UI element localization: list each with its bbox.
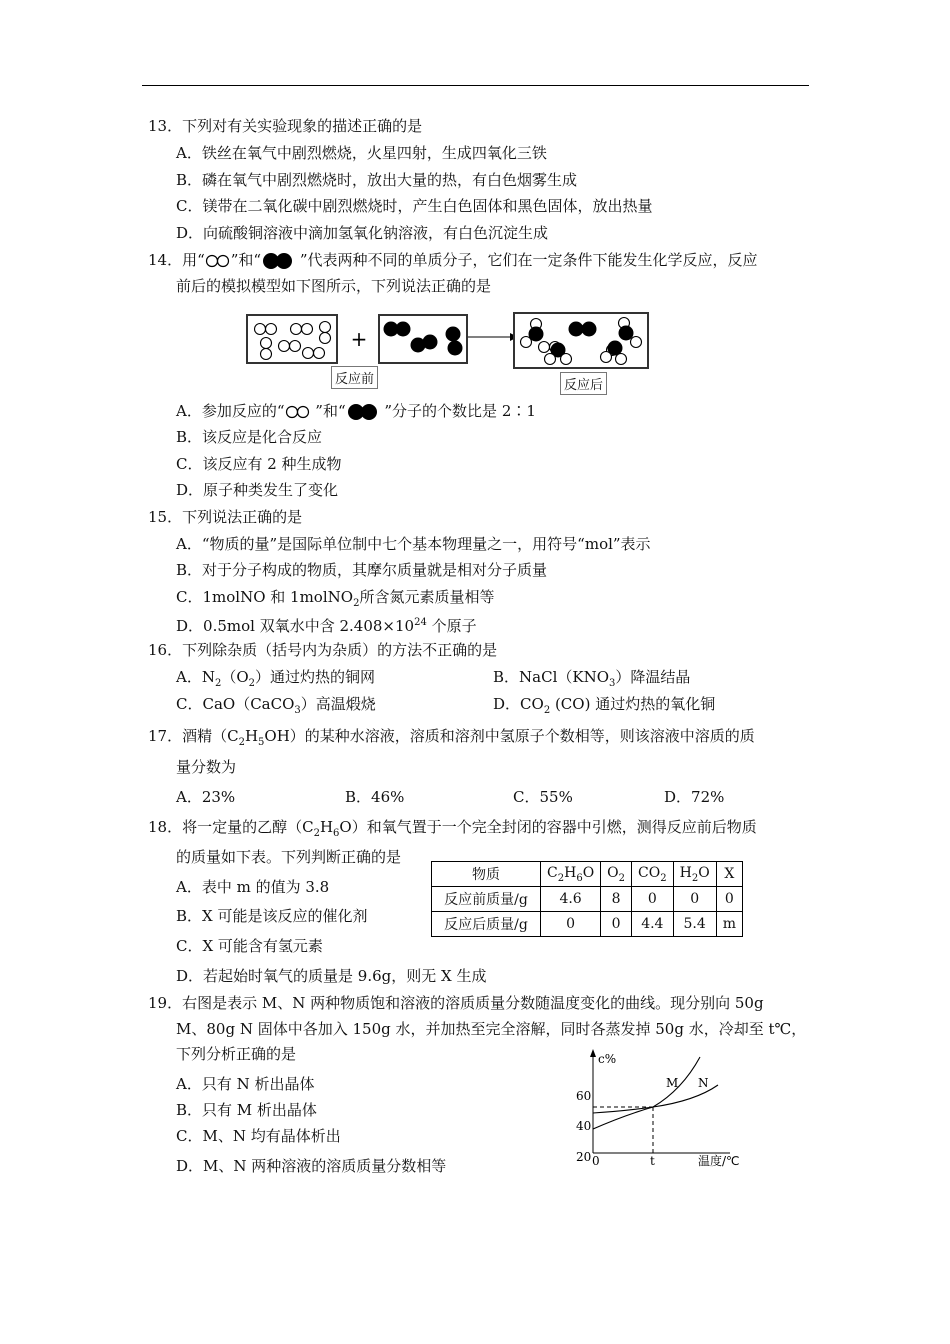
q17-option-a: A．23% xyxy=(176,788,236,806)
y-axis-arrow xyxy=(590,1049,596,1057)
reaction-model-diagram xyxy=(246,312,652,374)
y-tick-label: 40 xyxy=(576,1119,592,1133)
q16-option-b: B．$NaCl(KNO_3)$降温结晶 xyxy=(493,668,691,689)
q13-option-b: B．磷在氧气中剧烈燃烧时，放出大量的热，有白色烟雾生成 xyxy=(176,171,578,189)
q18-option-b: B．X 可能是该反应的催化剂 xyxy=(176,907,368,925)
q19-option-b: B．只有 M 析出晶体 xyxy=(176,1101,317,1119)
q13-option-a: A．铁丝在氧气中剧烈燃烧，火星四射，生成四氧化三铁 xyxy=(176,144,547,162)
q14-option-a: A．参加反应的“ ”和“ ”分子的个数比是 2∶1 xyxy=(176,402,536,420)
q19-stem-line3: 下列分析正确的是 xyxy=(176,1045,297,1063)
q19-option-c: C．M、N 均有晶体析出 xyxy=(176,1127,341,1145)
q15-option-a: A．“物质的量”是国际单位制中七个基本物理量之一，用符号“mol”表示 xyxy=(176,535,651,553)
q14-stem: 14．用“ ”和“ ”代表两种不同的单质分子，它们在一定条件下能发生化学反应，反应 xyxy=(148,251,758,269)
solubility-chart xyxy=(570,1045,755,1175)
q13-option-d: D．向硫酸铜溶液中滴加氢氧化钠溶液，有白色沉淀生成 xyxy=(176,224,549,242)
y-tick-label: 60 xyxy=(576,1089,592,1103)
q18-option-c: C．X 可能含有氢元素 xyxy=(176,937,323,955)
header-rule xyxy=(142,85,809,86)
series-M-curve xyxy=(593,1057,700,1129)
q17-option-d: D．72% xyxy=(664,788,725,806)
q16-stem: 16．下列除杂质（括号内为杂质）的方法不正确的是 xyxy=(148,641,498,659)
label-after-reaction: 反应后 xyxy=(560,372,607,395)
white-molecule-icon xyxy=(205,254,231,268)
q19-option-d: D．M、N 两种溶液的溶质质量分数相等 xyxy=(176,1157,447,1175)
series-N-label: N xyxy=(698,1076,709,1090)
q14-option-b: B．该反应是化合反应 xyxy=(176,428,323,446)
q18-option-a: A．表中 m 的值为 3.8 xyxy=(176,878,330,896)
table-row: 反应后质量/g 0 0 4.4 5.4 m xyxy=(432,912,743,937)
q14-stem-line2: 前后的模拟模型如下图所示，下列说法正确的是 xyxy=(176,277,492,295)
q17-option-c: C．55% xyxy=(513,788,573,806)
q19-option-a: A．只有 N 析出晶体 xyxy=(176,1075,315,1093)
q18-mass-table xyxy=(431,861,743,937)
q15-option-c: C．1molNO 和 1molNO$_2$所含氮元素质量相等 xyxy=(176,588,495,609)
q14-option-d: D．原子种类发生了变化 xyxy=(176,481,339,499)
q15-stem: 15．下列说法正确的是 xyxy=(148,508,303,526)
white-molecule-icon xyxy=(285,405,311,419)
black-molecule-icon xyxy=(261,251,295,271)
y-tick-label: 20 xyxy=(576,1150,592,1164)
q13-stem: 13．下列对有关实验现象的描述正确的是 xyxy=(148,117,423,135)
q18-stem: 18．将一定量的乙醇$(C_2H_6O)$和氧气置于一个完全封闭的容器中引燃，测得反应前后物质 xyxy=(148,818,757,839)
q15-option-d: D．0.5mol 双氧水中含 $2.408\times 10^{24}$ 个原子 xyxy=(176,617,477,635)
q15-option-b: B．对于分子构成的物质，其摩尔质量就是相对分子质量 xyxy=(176,561,548,579)
q17-stem: 17．酒精$(C_2H_5OH)$的某种水溶液，溶质和溶剂中氢原子个数相等，则该溶液中溶质的质 xyxy=(148,727,755,748)
q17-stem-line2: 量分数为 xyxy=(176,758,237,776)
q17-option-b: B．46% xyxy=(345,788,405,806)
q16-option-d: D．$CO_2$ (CO) 通过灼热的氧化铜 xyxy=(493,695,716,716)
x-axis-label: 温度/℃ xyxy=(698,1154,740,1168)
q18-option-d: D．若起始时氧气的质量是 9.6g，则无 X 生成 xyxy=(176,967,487,985)
black-molecule-icon xyxy=(346,402,380,422)
q13-option-c: C．镁带在二氧化碳中剧烈燃烧时，产生白色固体和黑色固体，放出热量 xyxy=(176,197,653,215)
table-header-row: 物质 $C_2H_6O$ $O_2$ $CO_2$ $H_2O$ X xyxy=(432,862,743,887)
origin-label: 0 xyxy=(592,1154,600,1168)
label-before-reaction: 反应前 xyxy=(331,366,378,389)
plus-sign: + xyxy=(350,327,368,351)
x-tick-label: t xyxy=(650,1154,655,1168)
q18-stem-line2: 的质量如下表。下列判断正确的是 xyxy=(176,848,402,866)
q16-option-c: C．CaO（CaCO$_3$）高温煅烧 xyxy=(176,695,376,716)
q14-option-c: C．该反应有 2 种生成物 xyxy=(176,455,342,473)
q19-stem-line2: M、80g N 固体中各加入 150g 水，并加热至完全溶解，同时各蒸发掉 50g 水，冷却至 t℃， xyxy=(176,1020,807,1038)
q19-stem: 19．右图是表示 M、N 两种物质饱和溶液的溶质质量分数随温度变化的曲线。现分别向 50g xyxy=(148,994,764,1012)
table-row: 反应前质量/g 4.6 8 0 0 0 xyxy=(432,887,743,912)
y-axis-label: c% xyxy=(598,1052,617,1066)
series-M-label: M xyxy=(666,1076,679,1090)
q16-option-a: A．$N_2(O_2)$通过灼热的铜网 xyxy=(176,668,376,689)
